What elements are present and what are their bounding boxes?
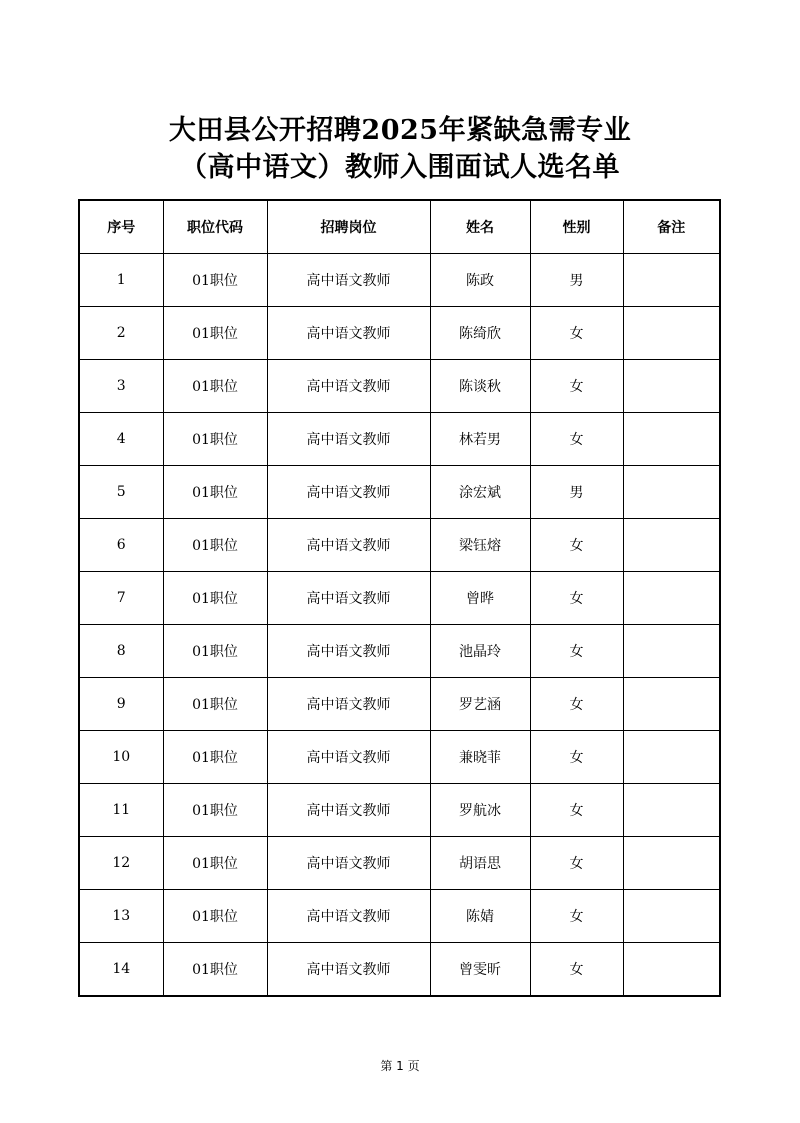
table-row [79, 943, 720, 997]
cell-name: 梁钰熔 [430, 519, 530, 572]
cell-job-title: 高中语文教师 [267, 413, 430, 466]
cell-name: 陈政 [430, 254, 530, 307]
header-position-code: 职位代码 [163, 200, 267, 254]
cell-position-code: 01职位 [163, 678, 267, 731]
cell-position-code: 01职位 [163, 413, 267, 466]
cell-gender: 女 [530, 837, 623, 890]
cell-job-title: 高中语文教师 [267, 572, 430, 625]
cell-index: 3 [79, 360, 163, 413]
cell-gender: 女 [530, 731, 623, 784]
cell-remarks [623, 572, 720, 625]
cell-position-code: 01职位 [163, 731, 267, 784]
table-row [79, 678, 720, 731]
table-row [79, 307, 720, 360]
cell-remarks [623, 307, 720, 360]
header-index: 序号 [79, 200, 163, 254]
cell-index: 11 [79, 784, 163, 837]
cell-job-title: 高中语文教师 [267, 837, 430, 890]
cell-remarks [623, 413, 720, 466]
cell-job-title: 高中语文教师 [267, 943, 430, 997]
cell-remarks [623, 890, 720, 943]
table-row [79, 413, 720, 466]
cell-index: 14 [79, 943, 163, 997]
cell-name: 兼晓菲 [430, 731, 530, 784]
cell-remarks [623, 837, 720, 890]
cell-job-title: 高中语文教师 [267, 360, 430, 413]
cell-remarks [623, 678, 720, 731]
cell-position-code: 01职位 [163, 943, 267, 997]
table-row [79, 519, 720, 572]
cell-position-code: 01职位 [163, 519, 267, 572]
cell-index: 9 [79, 678, 163, 731]
title-line-1: 大田县公开招聘2025年紧缺急需专业 [168, 115, 632, 146]
cell-index: 7 [79, 572, 163, 625]
cell-index: 12 [79, 837, 163, 890]
cell-remarks [623, 519, 720, 572]
header-gender: 性别 [530, 200, 623, 254]
cell-remarks [623, 943, 720, 997]
cell-name: 林若男 [430, 413, 530, 466]
header-remarks: 备注 [623, 200, 720, 254]
cell-job-title: 高中语文教师 [267, 307, 430, 360]
cell-job-title: 高中语文教师 [267, 678, 430, 731]
cell-gender: 女 [530, 519, 623, 572]
table-row [79, 784, 720, 837]
cell-job-title: 高中语文教师 [267, 254, 430, 307]
cell-remarks [623, 466, 720, 519]
table-row [79, 731, 720, 784]
cell-position-code: 01职位 [163, 572, 267, 625]
cell-position-code: 01职位 [163, 890, 267, 943]
cell-job-title: 高中语文教师 [267, 625, 430, 678]
cell-position-code: 01职位 [163, 784, 267, 837]
table-header-row [79, 200, 720, 254]
cell-job-title: 高中语文教师 [267, 466, 430, 519]
table-row [79, 837, 720, 890]
cell-name: 罗航冰 [430, 784, 530, 837]
header-job-title: 招聘岗位 [267, 200, 430, 254]
table-row [79, 360, 720, 413]
cell-gender: 男 [530, 466, 623, 519]
cell-name: 陈婧 [430, 890, 530, 943]
table-row [79, 466, 720, 519]
cell-job-title: 高中语文教师 [267, 890, 430, 943]
cell-index: 10 [79, 731, 163, 784]
cell-gender: 女 [530, 943, 623, 997]
cell-index: 5 [79, 466, 163, 519]
page-number: 第 1 页 [380, 1059, 420, 1073]
table-row [79, 625, 720, 678]
cell-index: 4 [79, 413, 163, 466]
title-line-2: （高中语文）教师入围面试人选名单 [180, 152, 620, 183]
cell-gender: 女 [530, 572, 623, 625]
cell-name: 涂宏斌 [430, 466, 530, 519]
cell-position-code: 01职位 [163, 254, 267, 307]
cell-gender: 女 [530, 625, 623, 678]
cell-name: 曾晔 [430, 572, 530, 625]
cell-name: 池晶玲 [430, 625, 530, 678]
table-row [79, 890, 720, 943]
cell-position-code: 01职位 [163, 625, 267, 678]
cell-gender: 女 [530, 360, 623, 413]
cell-index: 6 [79, 519, 163, 572]
cell-index: 1 [79, 254, 163, 307]
cell-remarks [623, 731, 720, 784]
table-row [79, 254, 720, 307]
cell-index: 13 [79, 890, 163, 943]
cell-remarks [623, 625, 720, 678]
cell-position-code: 01职位 [163, 837, 267, 890]
cell-remarks [623, 254, 720, 307]
cell-gender: 女 [530, 307, 623, 360]
cell-index: 8 [79, 625, 163, 678]
cell-index: 2 [79, 307, 163, 360]
cell-remarks [623, 360, 720, 413]
cell-position-code: 01职位 [163, 307, 267, 360]
cell-name: 罗艺涵 [430, 678, 530, 731]
cell-gender: 女 [530, 678, 623, 731]
cell-name: 曾雯昕 [430, 943, 530, 997]
header-name: 姓名 [430, 200, 530, 254]
cell-gender: 男 [530, 254, 623, 307]
cell-position-code: 01职位 [163, 466, 267, 519]
table-body [79, 254, 720, 997]
cell-position-code: 01职位 [163, 360, 267, 413]
cell-job-title: 高中语文教师 [267, 519, 430, 572]
cell-name: 胡语思 [430, 837, 530, 890]
cell-remarks [623, 784, 720, 837]
cell-name: 陈谈秋 [430, 360, 530, 413]
document-title [0, 112, 800, 186]
table-row [79, 572, 720, 625]
cell-gender: 女 [530, 784, 623, 837]
candidate-table [78, 199, 721, 997]
cell-job-title: 高中语文教师 [267, 731, 430, 784]
cell-gender: 女 [530, 413, 623, 466]
cell-name: 陈绮欣 [430, 307, 530, 360]
cell-gender: 女 [530, 890, 623, 943]
cell-job-title: 高中语文教师 [267, 784, 430, 837]
